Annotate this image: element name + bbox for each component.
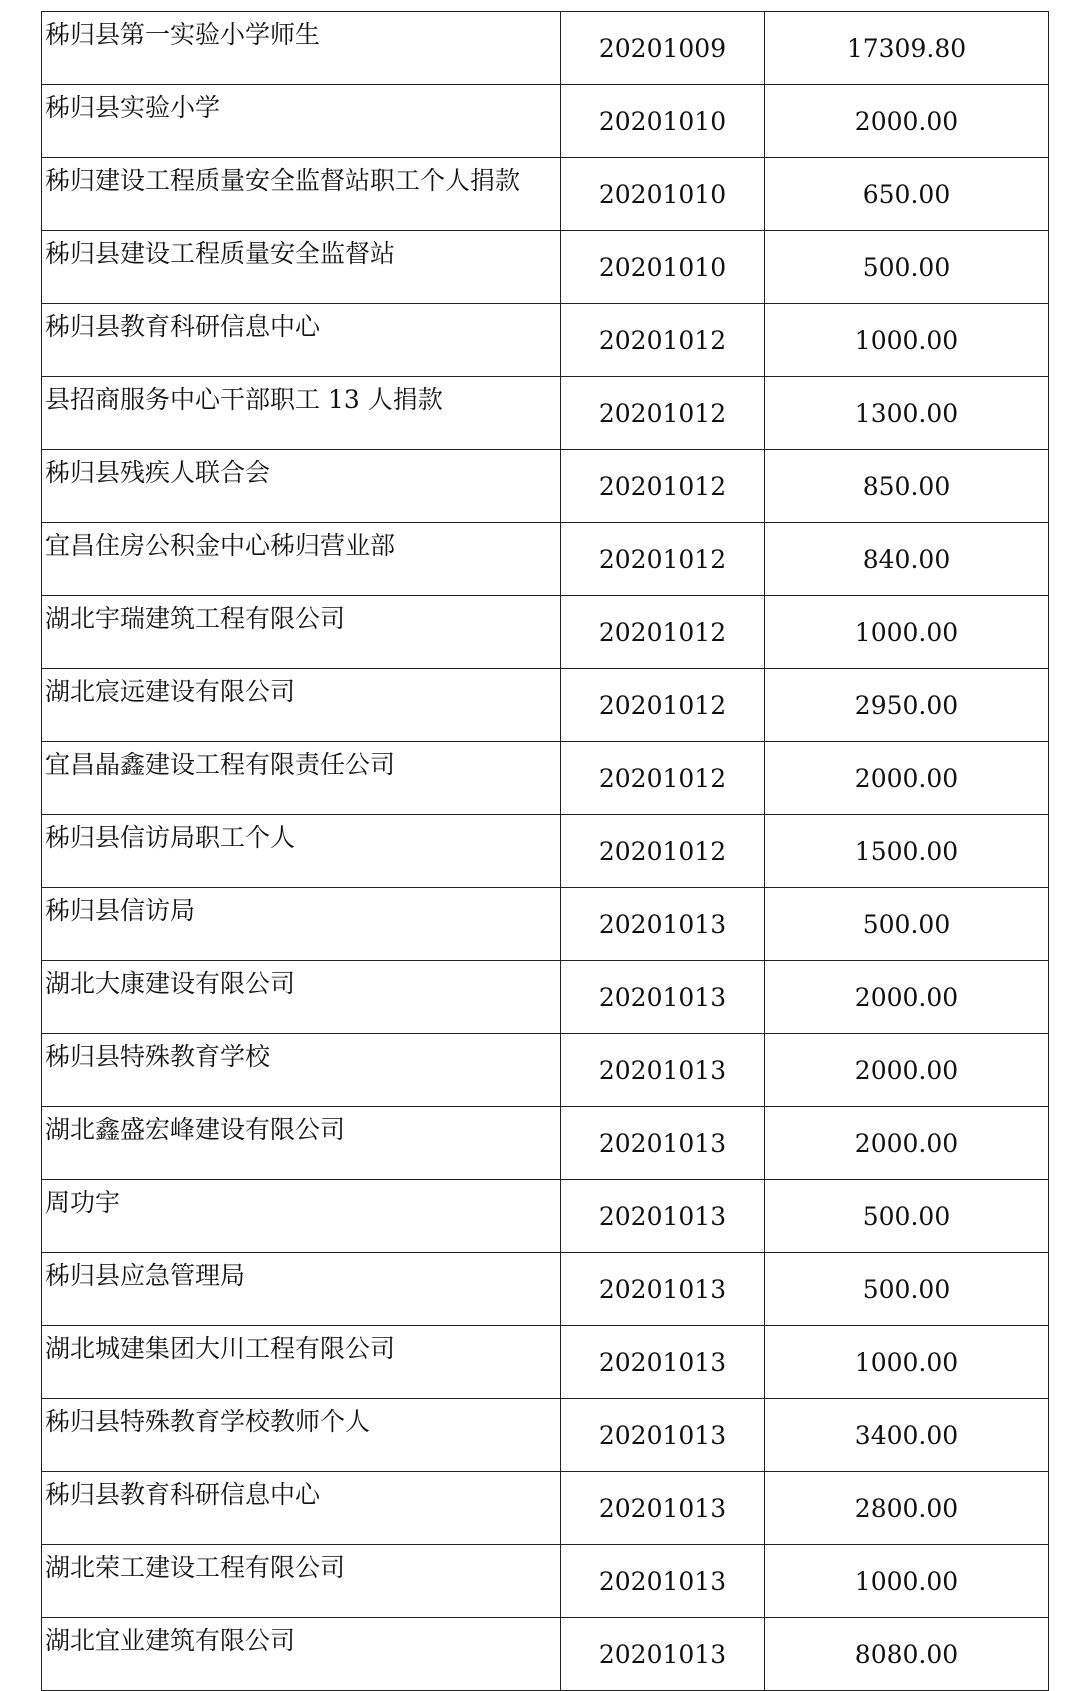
table-row [42, 1472, 1049, 1545]
table-row [42, 12, 1049, 85]
table-row [42, 1253, 1049, 1326]
donor-name-cell: 湖北荣工建设工程有限公司 [42, 1545, 561, 1618]
donation-amount-cell: 500.00 [765, 888, 1049, 961]
donation-amount-cell: 1500.00 [765, 815, 1049, 888]
donation-amount-cell: 1000.00 [765, 304, 1049, 377]
donation-list-page [41, 11, 1044, 1691]
donation-date-cell: 20201013 [561, 1399, 765, 1472]
donor-name-cell: 湖北大康建设有限公司 [42, 961, 561, 1034]
donation-amount-cell: 2800.00 [765, 1472, 1049, 1545]
table-row [42, 1545, 1049, 1618]
donation-date-cell: 20201012 [561, 450, 765, 523]
donation-amount-cell: 1000.00 [765, 596, 1049, 669]
table-row [42, 669, 1049, 742]
donation-date-cell: 20201012 [561, 596, 765, 669]
table-row [42, 742, 1049, 815]
table-row [42, 888, 1049, 961]
donation-date-cell: 20201009 [561, 12, 765, 85]
donation-amount-cell: 2000.00 [765, 742, 1049, 815]
donation-table [41, 11, 1049, 1691]
donor-name-cell: 宜昌晶鑫建设工程有限责任公司 [42, 742, 561, 815]
donation-date-cell: 20201010 [561, 85, 765, 158]
donation-date-cell: 20201013 [561, 1253, 765, 1326]
donor-name-cell: 湖北城建集团大川工程有限公司 [42, 1326, 561, 1399]
donor-name-cell: 湖北宸远建设有限公司 [42, 669, 561, 742]
table-row [42, 85, 1049, 158]
table-row [42, 1399, 1049, 1472]
table-row [42, 1107, 1049, 1180]
donor-name-cell: 秭归县特殊教育学校教师个人 [42, 1399, 561, 1472]
donor-name-cell: 宜昌住房公积金中心秭归营业部 [42, 523, 561, 596]
table-row [42, 1180, 1049, 1253]
donation-date-cell: 20201013 [561, 1472, 765, 1545]
table-row [42, 158, 1049, 231]
donation-amount-cell: 650.00 [765, 158, 1049, 231]
table-row [42, 377, 1049, 450]
donation-amount-cell: 840.00 [765, 523, 1049, 596]
table-row [42, 1326, 1049, 1399]
donation-amount-cell: 2000.00 [765, 1107, 1049, 1180]
table-row [42, 961, 1049, 1034]
donation-date-cell: 20201013 [561, 1107, 765, 1180]
donation-date-cell: 20201010 [561, 231, 765, 304]
donor-name-cell: 秭归建设工程质量安全监督站职工个人捐款 [42, 158, 561, 231]
donation-amount-cell: 1000.00 [765, 1545, 1049, 1618]
donation-amount-cell: 1000.00 [765, 1326, 1049, 1399]
donor-name-cell: 秭归县应急管理局 [42, 1253, 561, 1326]
table-row [42, 231, 1049, 304]
table-row [42, 815, 1049, 888]
donation-amount-cell: 3400.00 [765, 1399, 1049, 1472]
donation-date-cell: 20201012 [561, 815, 765, 888]
donation-amount-cell: 2000.00 [765, 961, 1049, 1034]
donation-date-cell: 20201012 [561, 377, 765, 450]
donation-amount-cell: 17309.80 [765, 12, 1049, 85]
donor-name-cell: 秭归县第一实验小学师生 [42, 12, 561, 85]
donation-date-cell: 20201013 [561, 961, 765, 1034]
donation-date-cell: 20201013 [561, 888, 765, 961]
table-row [42, 1034, 1049, 1107]
donation-date-cell: 20201013 [561, 1545, 765, 1618]
donation-date-cell: 20201012 [561, 304, 765, 377]
donor-name-cell: 湖北宇瑞建筑工程有限公司 [42, 596, 561, 669]
donation-amount-cell: 2000.00 [765, 1034, 1049, 1107]
donation-amount-cell: 2950.00 [765, 669, 1049, 742]
donation-date-cell: 20201012 [561, 523, 765, 596]
table-row [42, 1618, 1049, 1691]
donation-amount-cell: 500.00 [765, 231, 1049, 304]
donation-date-cell: 20201013 [561, 1618, 765, 1691]
donor-name-cell: 秭归县教育科研信息中心 [42, 304, 561, 377]
donation-date-cell: 20201012 [561, 669, 765, 742]
donation-amount-cell: 8080.00 [765, 1618, 1049, 1691]
table-row [42, 523, 1049, 596]
donor-name-cell: 秭归县建设工程质量安全监督站 [42, 231, 561, 304]
donation-date-cell: 20201013 [561, 1180, 765, 1253]
donation-date-cell: 20201010 [561, 158, 765, 231]
donation-amount-cell: 500.00 [765, 1180, 1049, 1253]
donation-date-cell: 20201013 [561, 1034, 765, 1107]
table-row [42, 304, 1049, 377]
donor-name-cell: 湖北宜业建筑有限公司 [42, 1618, 561, 1691]
donation-amount-cell: 2000.00 [765, 85, 1049, 158]
donor-name-cell: 秭归县教育科研信息中心 [42, 1472, 561, 1545]
donor-name-cell: 秭归县信访局职工个人 [42, 815, 561, 888]
donation-amount-cell: 500.00 [765, 1253, 1049, 1326]
table-row [42, 450, 1049, 523]
donor-name-cell: 周功宇 [42, 1180, 561, 1253]
table-row [42, 596, 1049, 669]
donation-table-body [42, 12, 1049, 1691]
donation-date-cell: 20201013 [561, 1326, 765, 1399]
donor-name-cell: 秭归县特殊教育学校 [42, 1034, 561, 1107]
donor-name-cell: 秭归县实验小学 [42, 85, 561, 158]
donation-amount-cell: 850.00 [765, 450, 1049, 523]
donor-name-cell: 秭归县残疾人联合会 [42, 450, 561, 523]
donor-name-cell: 秭归县信访局 [42, 888, 561, 961]
donor-name-cell: 县招商服务中心干部职工 13 人捐款 [42, 377, 561, 450]
donation-amount-cell: 1300.00 [765, 377, 1049, 450]
donation-date-cell: 20201012 [561, 742, 765, 815]
donor-name-cell: 湖北鑫盛宏峰建设有限公司 [42, 1107, 561, 1180]
